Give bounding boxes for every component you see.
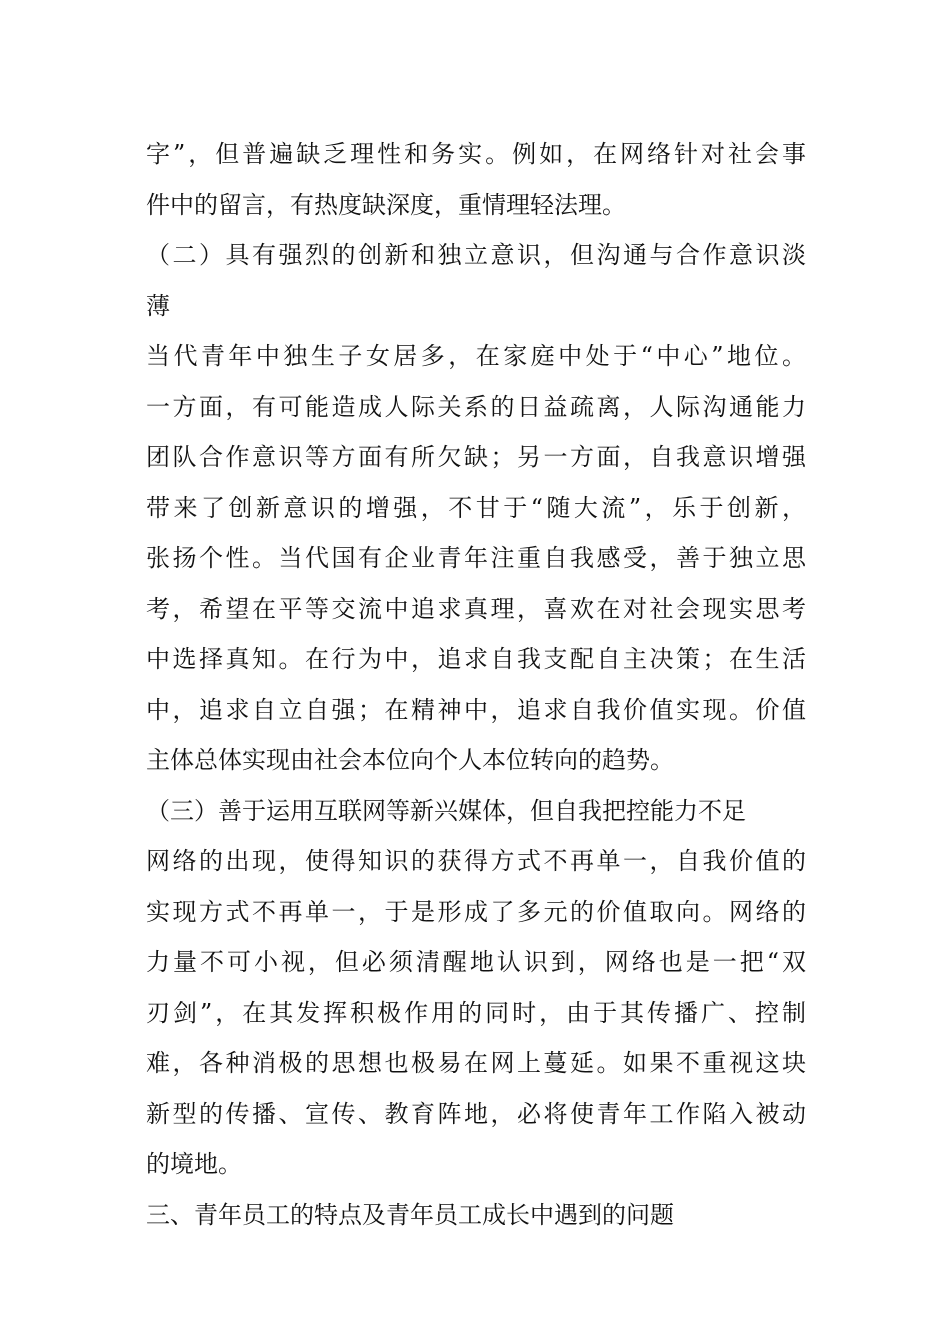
text-line: 考，希望在平等交流中追求真理，喜欢在对社会现实思考 [146, 594, 806, 623]
text-line: 难，各种消极的思想也极易在网上蔓延。如果不重视这块 [146, 1049, 806, 1077]
chapter-heading: 三、青年员工的特点及青年员工成长中遇到的问题 [146, 1200, 674, 1229]
text-line: 团队合作意识等方面有所欠缺；另一方面，自我意识增强 [146, 443, 806, 471]
section-heading-continued: 薄 [146, 291, 170, 320]
body-text [146, 129, 806, 1240]
text-line: 中，追求自立自强；在精神中，追求自我价值实现。价值 [146, 695, 806, 724]
text-line: 主体总体实现由社会本位向个人本位转向的趋势。 [146, 746, 674, 774]
section-heading: （二）具有强烈的创新和独立意识，但沟通与合作意识淡 [146, 241, 806, 269]
text-line: 张扬个性。当代国有企业青年注重自我感受，善于独立思 [146, 544, 806, 572]
text-line: 当代青年中独生子女居多，在家庭中处于“中心”地位。 [146, 342, 806, 370]
text-line: 一方面，有可能造成人际关系的日益疏离，人际沟通能力 [146, 392, 806, 421]
text-line: 新型的传播、宣传、教育阵地，必将使青年工作陷入被动 [146, 1099, 806, 1128]
text-line: 件中的留言，有热度缺深度，重情理轻法理。 [146, 190, 626, 219]
text-line: 带来了创新意识的增强，不甘于“随大流”，乐于创新， [146, 493, 806, 522]
section-heading: （三）善于运用互联网等新兴媒体，但自我把控能力不足 [146, 796, 746, 825]
text-line: 刃剑”，在其发挥积极作用的同时，由于其传播广、控制 [146, 998, 806, 1027]
text-line: 实现方式不再单一，于是形成了多元的价值取向。网络的 [146, 897, 806, 926]
text-line: 中选择真知。在行为中，追求自我支配自主决策；在生活 [146, 645, 806, 673]
text-line: 的境地。 [146, 1150, 242, 1178]
text-line: 力量不可小视，但必须清醒地认识到，网络也是一把“双 [146, 948, 806, 976]
text-line: 字”，但普遍缺乏理性和务实。例如，在网络针对社会事 [146, 140, 806, 168]
text-line: 网络的出现，使得知识的获得方式不再单一，自我价值的 [146, 847, 806, 875]
